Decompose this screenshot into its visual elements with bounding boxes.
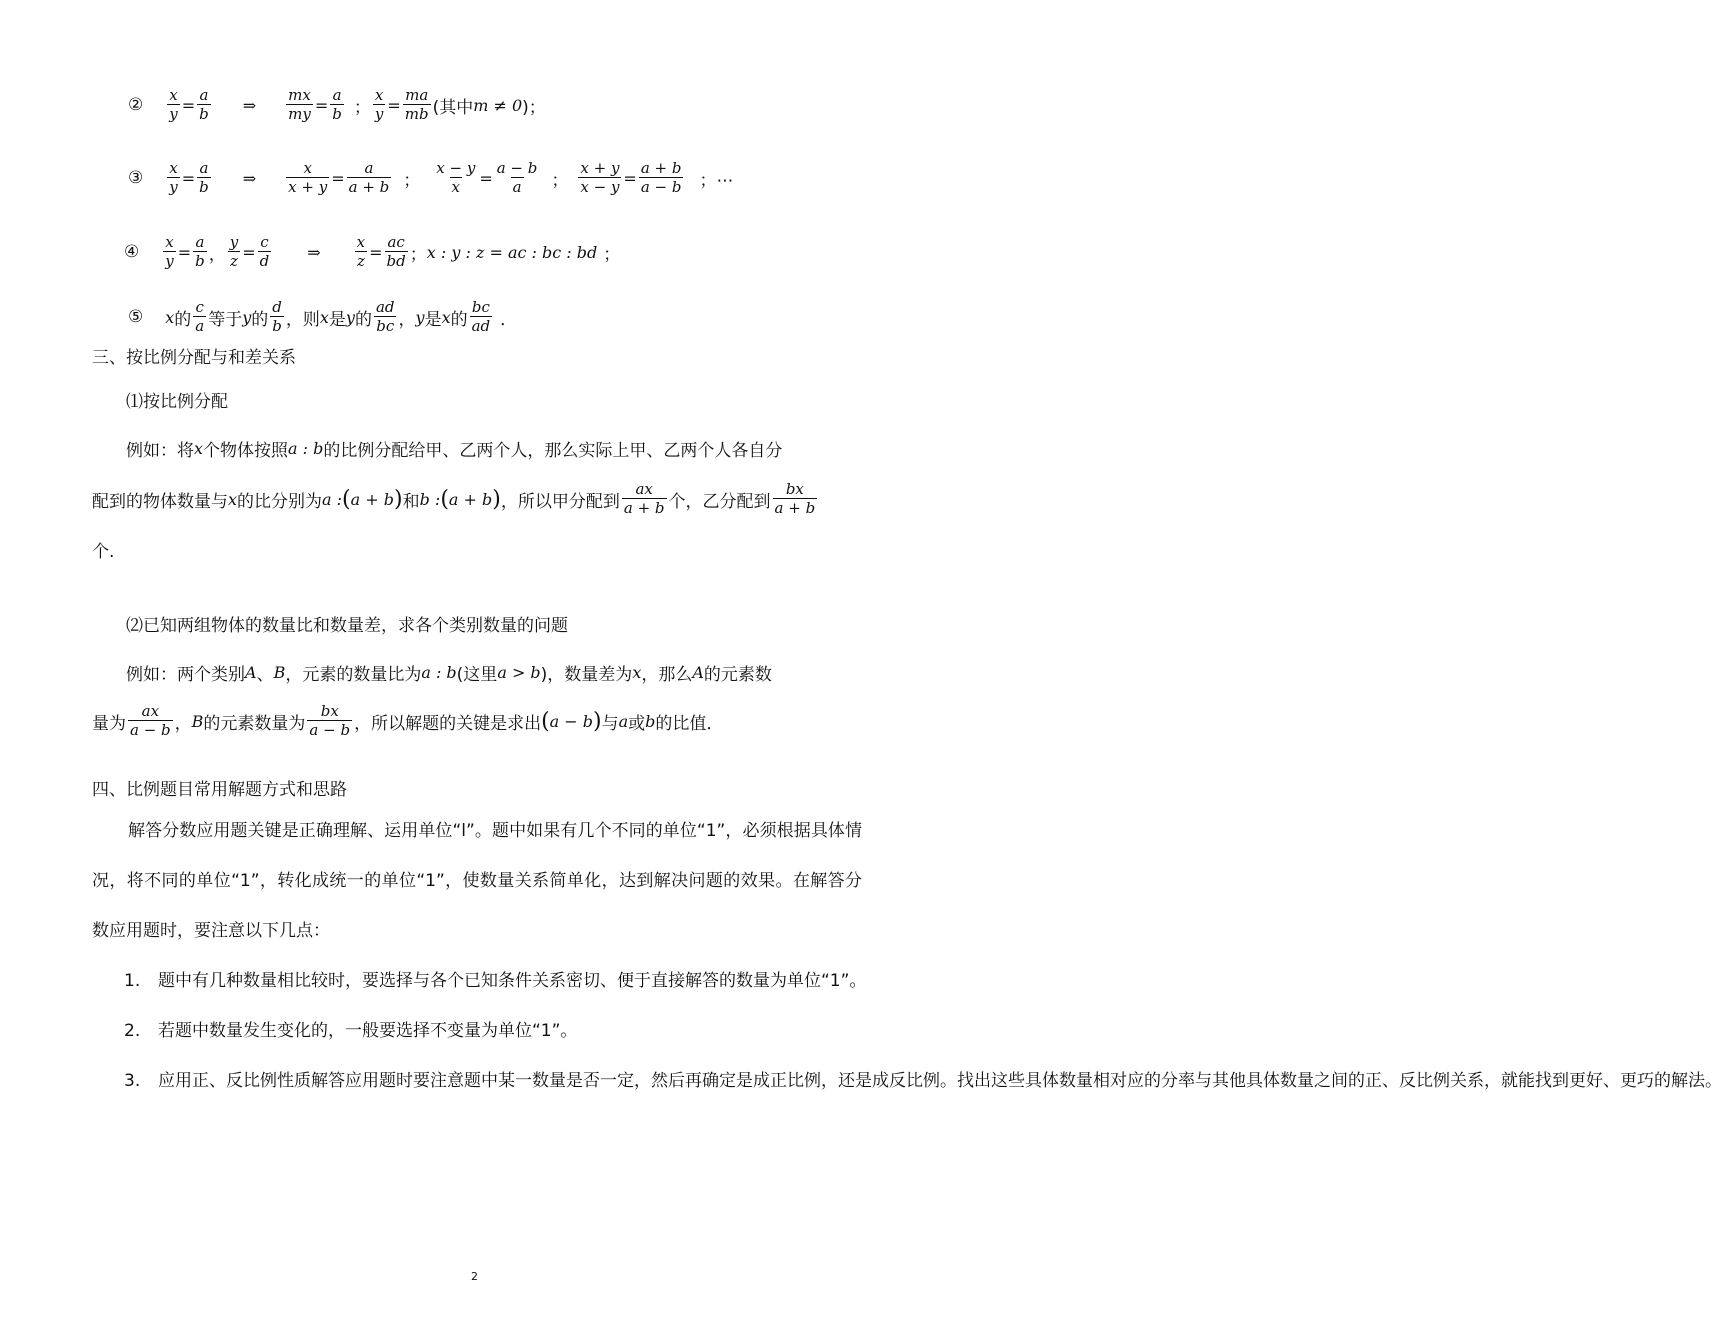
formula-number: ⑤	[128, 307, 144, 327]
fraction: $\frac{bc}{ad}$	[471, 297, 491, 335]
section-4-intro: 解答分数应用题关键是正确理解、运用单位“l”。题中如果有几个不同的单位“1”，必须根据具体情况，将不同的单位“1”，转化成统一的单位“1”，使数量关系简单化，达到解决问题的效果。在解答分数应用题时，要注意以下几点：	[92, 821, 862, 941]
fraction: $\frac{x}{y}$	[169, 85, 178, 123]
page-number: 2	[471, 1270, 478, 1283]
equals-sign: =	[177, 242, 192, 262]
formula-number: ④	[124, 242, 140, 262]
fraction: $\frac{a}{a + b}$	[348, 158, 390, 196]
equals-sign: =	[242, 242, 256, 262]
list-item-number: 1.	[124, 971, 141, 991]
list-item-text: 若题中数量发生变化的，一般要选择不变量为单位“1”。	[158, 1021, 578, 1041]
fraction: $\frac{ac}{bd}$	[386, 232, 406, 270]
formula-2	[128, 80, 546, 130]
example-1-line-1: 例如：将 x 个物体按照 a : b 的比例分配给甲、乙两个人，那么实际上甲、乙两个人各自分	[126, 438, 783, 461]
fraction: $\frac{ad}{bc}$	[375, 297, 395, 335]
separator: ，	[208, 244, 226, 265]
equals-sign: =	[387, 95, 401, 115]
fraction: $\frac{a}{b}$	[195, 232, 205, 270]
fraction: $\frac{bx}{a + b}$	[774, 479, 816, 517]
formula-number: ③	[128, 168, 144, 188]
equals-sign: =	[623, 168, 637, 188]
example-1-line-3: 个.	[92, 542, 115, 562]
separator: ；⋯	[699, 170, 734, 191]
fraction: $\frac{x + y}{x - y}$	[580, 158, 620, 196]
section-3-heading: 三、按比例分配与和差关系	[92, 348, 296, 368]
fraction: $\frac{d}{b}$	[272, 297, 282, 335]
fraction: $\frac{x}{y}$	[374, 85, 384, 123]
separator: ；	[603, 244, 621, 265]
fraction: $\frac{ax}{a + b}$	[623, 479, 665, 517]
formula-4	[124, 227, 620, 277]
list	[124, 956, 1722, 1106]
formula-3	[128, 153, 733, 203]
fraction: $\frac{y}{z}$	[229, 232, 239, 270]
subsection-2-heading: ⑵已知两组物体的数量比和数量差，求各个类别数量的问题	[126, 616, 568, 636]
formula-number: ②	[128, 95, 144, 115]
fraction: $\frac{bx}{a - b}$	[309, 701, 351, 739]
implies-arrow: ⇒	[242, 168, 257, 188]
fraction: $\frac{x}{y}$	[169, 158, 178, 196]
fraction: $\frac{mx}{my}$	[288, 85, 311, 123]
fraction: $\frac{x - y}{x}$	[436, 158, 476, 196]
equals-sign: =	[369, 242, 383, 262]
example-2-line-1: 例如：两个类别 A 、 B ，元素的数量比为 a : b (这里 a > b )，数量差为 x ，那么 A 的元素数	[126, 662, 772, 685]
section-4-heading: 四、比例题目常用解题方式和思路	[92, 780, 347, 800]
fraction: $\frac{x}{y}$	[165, 232, 174, 270]
fraction: $\frac{x}{x + y}$	[288, 158, 328, 196]
fraction: $\frac{ax}{a - b}$	[130, 701, 171, 739]
fraction: $\frac{ma}{mb}$	[404, 85, 429, 123]
fraction: $\frac{c}{d}$	[259, 232, 270, 270]
equals-sign: =	[331, 168, 345, 188]
fraction: $\frac{a + b}{a - b}$	[640, 158, 682, 196]
list-item	[124, 1056, 1722, 1106]
note-text: (其中	[432, 97, 474, 118]
list-item-number: 2.	[124, 1021, 141, 1041]
fraction: $\frac{a}{b}$	[199, 85, 209, 123]
list-item	[124, 956, 867, 1006]
separator: ；	[551, 170, 569, 191]
note-math: m ≠ 0	[473, 95, 523, 115]
fraction: $\frac{a - b}{a}$	[496, 158, 538, 196]
subsection-1-heading: ⑴按比例分配	[126, 392, 228, 412]
formula-5: ⑤ x 的 $\frac{c}{a}$ 等于 y 的 $\frac{d}{b}$ ，则 x 是 y 的 $\frac{ad}{bc}$ ， y 是 x 的 $\frac{bc}{ad}$ ．	[128, 297, 518, 335]
separator: ；	[353, 97, 371, 118]
fraction: $\frac{a}{b}$	[199, 158, 209, 196]
list-item-text: 题中有几种数量相比较时，要选择与各个已知条件关系密切、便于直接解答的数量为单位“1”。	[158, 971, 867, 991]
example-1-line-2: 配到的物体数量与 x 的比分别为 a : ( a + b ) 和 b : ( a + b ) ，所以甲分配到 $\frac{ax}{a + b}$ 个，乙分配到 $\frac{bx}{a + b}$	[92, 479, 816, 517]
example-2-line-2: 量为 $\frac{ax}{a - b}$ ， B 的元素数量为 $\frac{bx}{a - b}$ ，所以解题的关键是求出 ( a − b ) 与 a 或 b 的比值．	[92, 701, 724, 739]
separator: ；	[403, 170, 421, 191]
fraction: $\frac{c}{a}$	[195, 297, 205, 335]
equals-sign: =	[181, 95, 196, 115]
separator: ；	[409, 244, 427, 265]
equals-sign: =	[181, 168, 196, 188]
implies-arrow: ⇒	[242, 95, 257, 115]
fraction: $\frac{a}{b}$	[332, 85, 342, 123]
list-item-text: 应用正、反比例性质解答应用题时要注意题中某一数量是否一定，然后再确定是成正比例，还是成反比例。找出这些具体数量相对应的分率与其他具体数量之间的正、反比例关系，就能找到更好、更巧的解法。	[158, 1071, 1722, 1091]
fraction: $\frac{x}{z}$	[356, 232, 366, 270]
note-text: )；	[522, 97, 546, 118]
equals-sign: =	[479, 168, 493, 188]
equals-sign: =	[314, 95, 329, 115]
list-item	[124, 1006, 864, 1056]
implies-arrow: ⇒	[307, 242, 321, 262]
ratio-expression: x : y : z = ac : bc : bd	[426, 242, 598, 262]
list-item-number: 3.	[124, 1071, 141, 1091]
